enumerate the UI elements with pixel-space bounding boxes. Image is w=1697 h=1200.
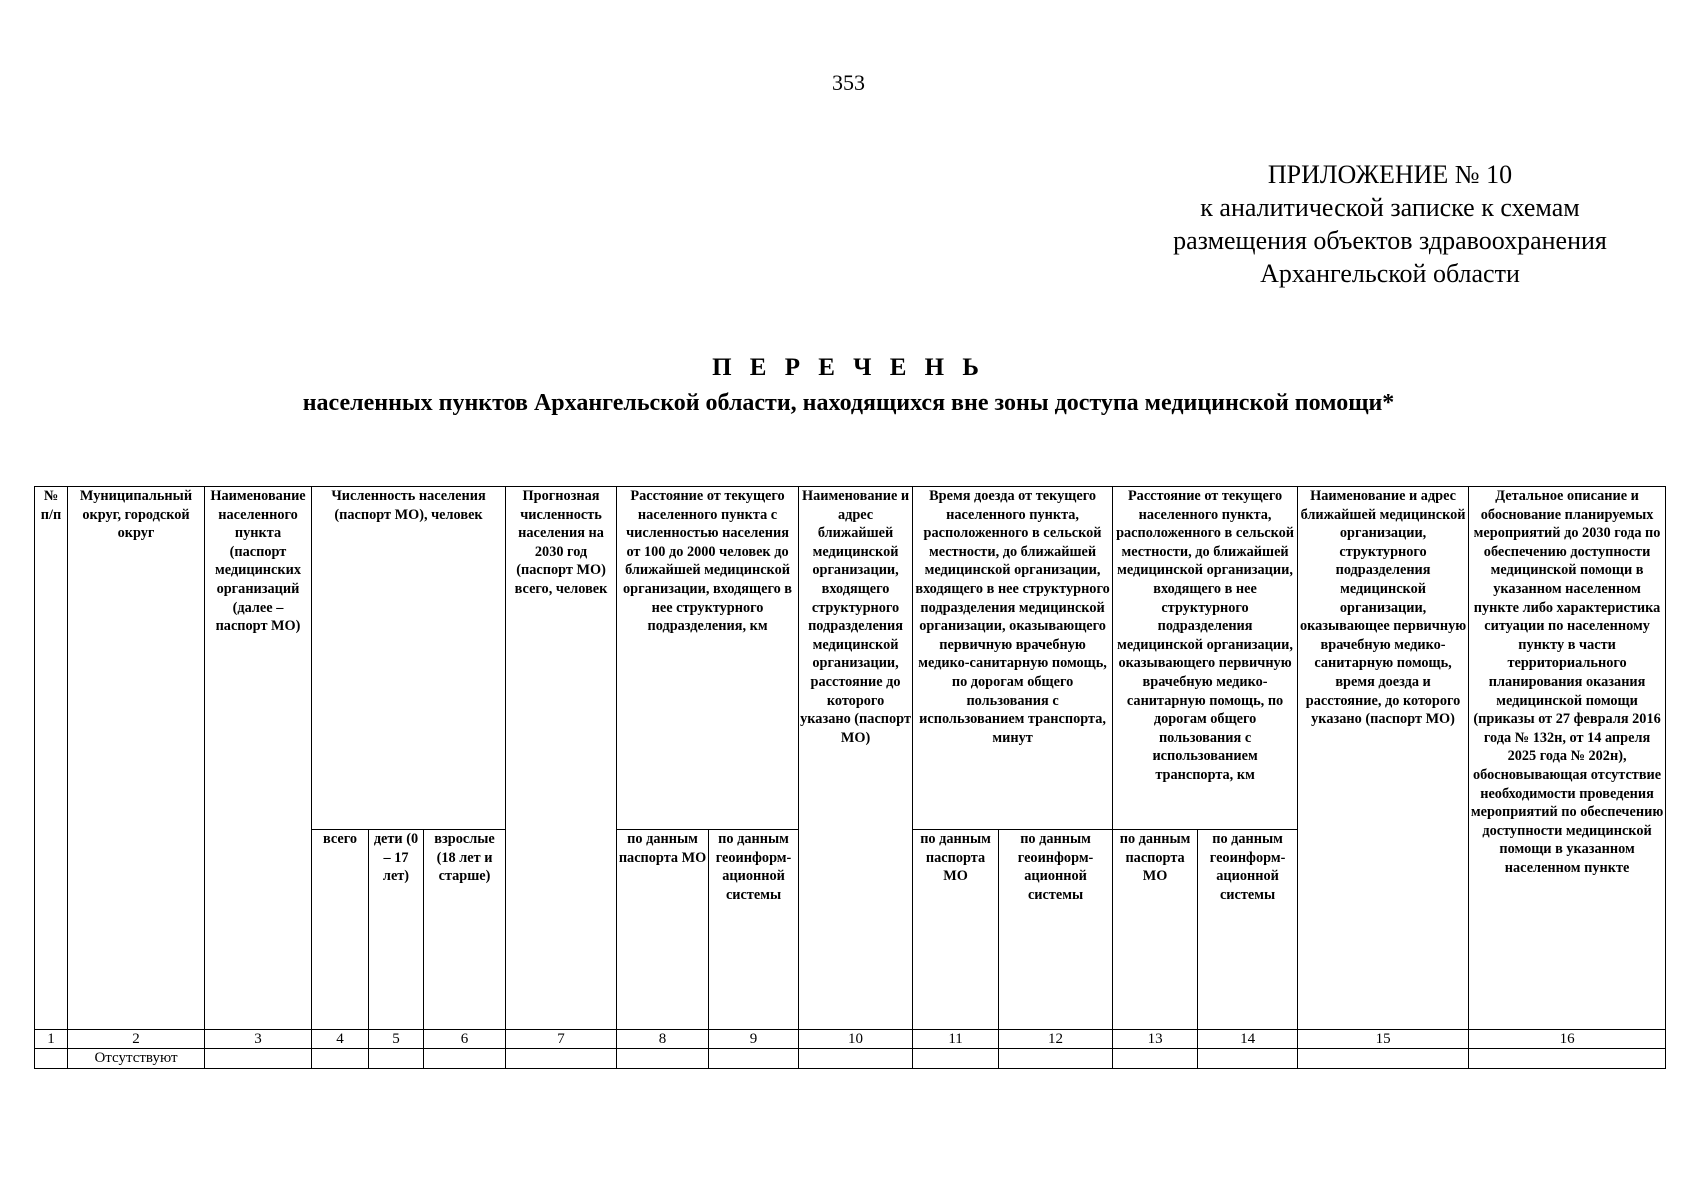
table-cell [312, 1049, 369, 1069]
header-cell-district: Муниципальный округ, городской округ [68, 487, 205, 1030]
column-number: 4 [312, 1030, 369, 1049]
table-cell: Отсутствуют [68, 1049, 205, 1069]
header-cell-description: Детальное описание и обоснование планируемых мероприятий до 2030 года по обеспечению доступности медицинской помощи в указанном населенном пункте либо характеристика ситуации по населенному пункту в части территориального планирования оказания медицинской помощи (приказы от 27 февраля 2016 года № 132н, от 14 апреля 2025 года № 202н), обосновывающая отсутствие необходимости проведения мероприятий по обеспечению доступности медицинской помощи в указанном населенном пункте [1469, 487, 1666, 1030]
table-cell [369, 1049, 424, 1069]
column-number: 10 [799, 1030, 913, 1049]
column-number: 1 [35, 1030, 68, 1049]
header-cell-distance-group: Расстояние от текущего населенного пункта с численностью населения от 100 до 2000 человек до ближайшей медицинской организации, входящего в нее структурного подразделения, км [617, 487, 799, 830]
column-number: 14 [1198, 1030, 1298, 1049]
header-cell-nearest-mo: Наименование и адрес ближайшей медицинской организации, входящего структурного подразделения медицинской организации, расстояние до которого указано (паспорт МО) [799, 487, 913, 1030]
header-cell-adults: взрослые (18 лет и старше) [424, 830, 506, 1030]
table-cell [506, 1049, 617, 1069]
table-cell [424, 1049, 506, 1069]
table-row [35, 1049, 1666, 1069]
appendix-line: размещения объектов здравоохранения [1173, 226, 1607, 255]
header-cell-rural-distance-group: Расстояние от текущего населенного пункта, расположенного в сельской местности, до ближайшей медицинской организации, входящего в нее структурного подразделения медицинской организации, оказывающего первичную врачебную медико-санитарную помощь, по дорогам общего пользования с использованием транспорта, км [1113, 487, 1298, 830]
header-cell-forecast: Прогнозная численность населения на 2030 год (паспорт МО) всего, человек [506, 487, 617, 1030]
table-cell [35, 1049, 68, 1069]
appendix-heading [1100, 158, 1680, 290]
table-cell [799, 1049, 913, 1069]
appendix-line: к аналитической записке к схемам [1200, 193, 1580, 222]
header-cell-rural-distance-passport: по данным паспорта МО [1113, 830, 1198, 1030]
column-number: 7 [506, 1030, 617, 1049]
table-header-row [35, 487, 1666, 830]
header-cell-settlement: Наименование населенного пункта (паспорт медицинских организаций (далее – паспорт МО) [205, 487, 312, 1030]
appendix-title: ПРИЛОЖЕНИЕ № 10 [1267, 160, 1513, 189]
column-number: 12 [999, 1030, 1113, 1049]
column-number: 6 [424, 1030, 506, 1049]
document-title: П Е Р Е Ч Е Н Ь [712, 354, 985, 381]
header-cell-distance-passport: по данным паспорта МО [617, 830, 709, 1030]
column-number: 16 [1469, 1030, 1666, 1049]
page-number: 353 [832, 70, 865, 95]
settlements-table [34, 486, 1666, 1069]
column-number: 5 [369, 1030, 424, 1049]
header-cell-children: дети (0 – 17 лет) [369, 830, 424, 1030]
column-number: 13 [1113, 1030, 1198, 1049]
table-cell [1298, 1049, 1469, 1069]
header-cell-time-passport: по данным паспорта МО [913, 830, 999, 1030]
column-number: 8 [617, 1030, 709, 1049]
table-cell [1113, 1049, 1198, 1069]
header-cell-time-gis: по данным геоинформ-ационной системы [999, 830, 1113, 1030]
document-subtitle: населенных пунктов Архангельской области, находящихся вне зоны доступа медицинской помощи* [302, 390, 1395, 416]
column-number: 15 [1298, 1030, 1469, 1049]
column-number: 3 [205, 1030, 312, 1049]
table-cell [709, 1049, 799, 1069]
column-number: 9 [709, 1030, 799, 1049]
header-cell-travel-time-group: Время доезда от текущего населенного пункта, расположенного в сельской местности, до ближайшей медицинской организации, входящего в нее структурного подразделения медицинской организации, оказывающего первичную врачебную медико-санитарную помощь, по дорогам общего пользования с использованием транспорта, минут [913, 487, 1113, 830]
table-cell [205, 1049, 312, 1069]
header-cell-primary-care-mo: Наименование и адрес ближайшей медицинской организации, структурного подразделения медицинской организации, оказывающее первичную врачебную медико-санитарную помощь, время доезда и расстояние, до которого указано (паспорт МО) [1298, 487, 1469, 1030]
column-number-row [35, 1030, 1666, 1049]
column-number: 11 [913, 1030, 999, 1049]
appendix-line: Архангельской области [1260, 259, 1520, 288]
table-cell [913, 1049, 999, 1069]
column-number: 2 [68, 1030, 205, 1049]
header-cell-rural-distance-gis: по данным геоинформ-ационной системы [1198, 830, 1298, 1030]
header-cell-distance-gis: по данным геоинформ-ационной системы [709, 830, 799, 1030]
header-cell-population-group: Численность населения (паспорт МО), человек [312, 487, 506, 830]
header-cell-total: всего [312, 830, 369, 1030]
table-cell [999, 1049, 1113, 1069]
header-cell-number: № п/п [35, 487, 68, 1030]
table-cell [1198, 1049, 1298, 1069]
table-cell [1469, 1049, 1666, 1069]
table-cell [617, 1049, 709, 1069]
